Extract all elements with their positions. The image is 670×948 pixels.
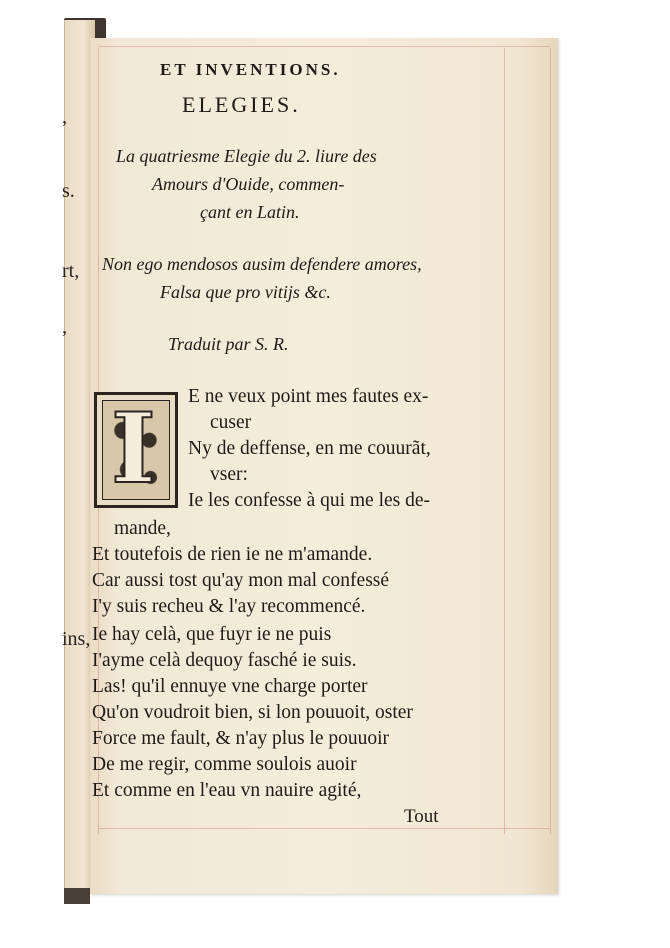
latin-quote-line: Falsa que pro vitijs &c. [160, 282, 331, 302]
left-page-fragment: , [62, 316, 67, 338]
verse-line: cuser [210, 412, 252, 433]
heading-line: La quatriesme Elegie du 2. liure des [116, 146, 377, 166]
verse-line: Ny de deffense, en me couurãt, [188, 438, 431, 459]
left-page-fragment: s. [62, 180, 75, 202]
translator-credit: Traduit par S. R. [168, 334, 289, 354]
heading-line: Amours d'Ouide, commen- [152, 174, 345, 194]
verse-line: De me regir, comme soulois auoir [92, 754, 357, 775]
decorated-initial [94, 392, 178, 508]
latin-quote-line: Non ego mendosos ausim defendere amores, [102, 254, 422, 274]
verse-line: E ne veux point mes fautes ex- [188, 386, 429, 407]
heading-line: çant en Latin. [200, 202, 300, 222]
verse-line: vser: [210, 464, 248, 485]
verse-line: I'ayme celà dequoy fasché ie suis. [92, 650, 357, 671]
left-page-fragment: , [62, 106, 67, 128]
verse-line: Et toutefois de rien ie ne m'amande. [92, 544, 373, 565]
left-page-fragment: rt, [62, 260, 80, 282]
page-rule-bottom [98, 828, 550, 829]
verse-line: I'y suis recheu & l'ay recommencé. [92, 596, 366, 617]
verse-line: Las! qu'il ennuye vne charge porter [92, 676, 368, 697]
verse-line: Car aussi tost qu'ay mon mal confessé [92, 570, 390, 591]
initial-letter: I [111, 392, 156, 505]
verse-line: mande, [114, 518, 171, 539]
catchword: Tout [404, 806, 439, 827]
page-rule-top [98, 46, 550, 47]
book-spine-bottom [64, 888, 90, 904]
verse-line: Ie hay celà, que fuyr ie ne puis [92, 624, 332, 645]
verse-line: Ie les confesse à qui me les de- [188, 490, 431, 511]
running-title: ET INVENTIONS. [160, 60, 341, 79]
left-page-fragment: ins, [62, 628, 91, 650]
section-title: ELEGIES. [182, 92, 301, 117]
page-rule-right [504, 48, 505, 834]
verse-line: Et comme en l'eau vn nauire agité, [92, 780, 362, 801]
page-rule-outer [550, 48, 551, 834]
verse-line: Force me fault, & n'ay plus le pouuoir [92, 728, 390, 749]
verse-line: Qu'on voudroit bien, si lon pouuoit, oster [92, 702, 413, 723]
